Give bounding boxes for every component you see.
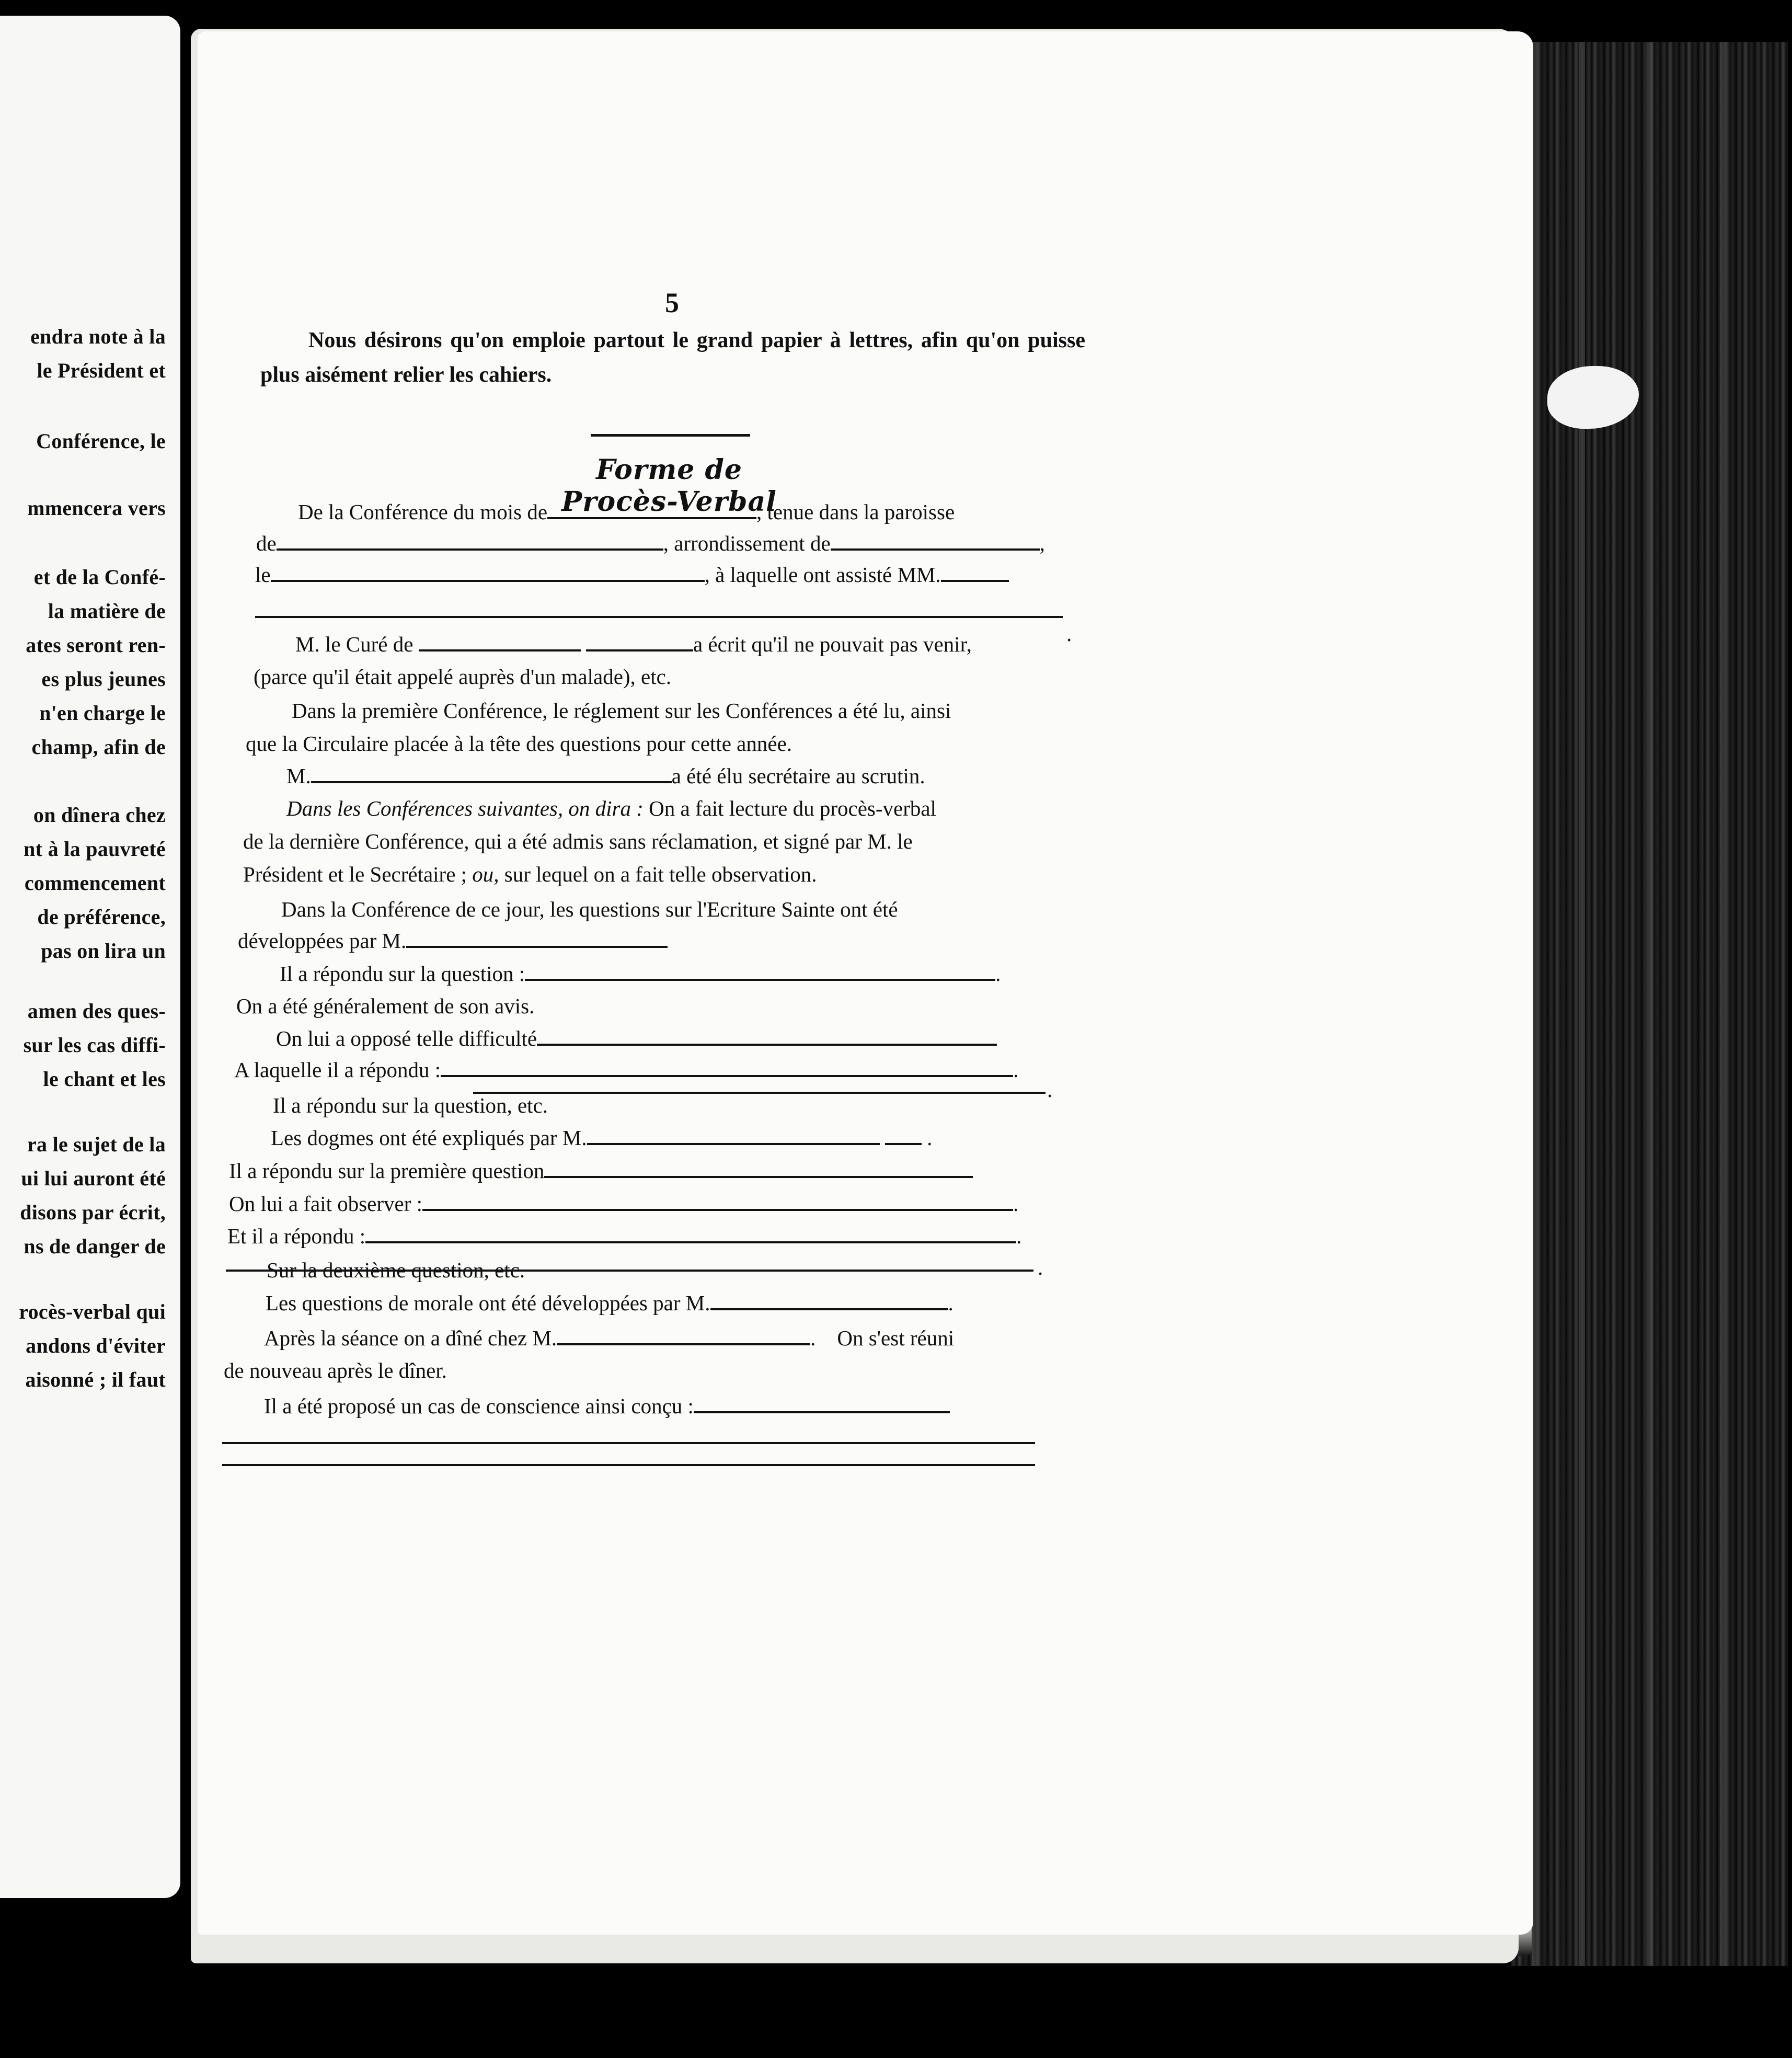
left-line: es plus jeunes [41, 667, 166, 691]
intro-paragraph: Nous désirons qu'on emploie partout le grand papier à lettres, afin qu'on puisse plus aisément relier les cahiers. [260, 328, 1085, 387]
left-line: andons d'éviter [26, 1334, 166, 1357]
left-line: aisonné ; il faut [25, 1368, 166, 1391]
form-line: M. le Curé de a écrit qu'il ne pouvait pas venir, [295, 632, 972, 656]
form-line: . [1066, 622, 1072, 646]
form-line: Et il a répondu : . [227, 1224, 1022, 1248]
left-line: rocès-verbal qui [19, 1300, 166, 1323]
form-line: Dans la Conférence de ce jour, les questions sur l'Ecriture Sainte ont été [281, 897, 898, 921]
left-line: amen des ques- [27, 999, 166, 1023]
left-line: ates seront ren- [26, 633, 166, 657]
left-line: pas on lira un [41, 939, 166, 963]
left-line: disons par écrit, [20, 1200, 166, 1224]
form-line: A laquelle il a répondu : . [234, 1058, 1019, 1082]
form-line: développées par M. [238, 928, 668, 953]
left-line: Conférence, le [36, 429, 166, 453]
form-line: de , arrondissement de , [256, 531, 1045, 555]
left-line: le chant et les [43, 1067, 166, 1091]
section-rule [591, 434, 750, 437]
book-fore-edge [1511, 42, 1788, 1966]
left-line: endra note à la [30, 325, 166, 348]
form-line: Sur la deuxième question, etc. [267, 1258, 525, 1282]
previous-page-fragment [0, 16, 180, 1898]
form-line: Après la séance on a dîné chez M. . On s'est réuni [264, 1326, 955, 1350]
left-line: ra le sujet de la [27, 1133, 166, 1156]
form-line: Il a répondu sur la question : . [280, 962, 1001, 986]
left-line: mmencera vers [27, 496, 166, 520]
form-line: On lui a fait observer : . [229, 1192, 1019, 1216]
form-line: Dans la première Conférence, le réglement sur les Conférences a été lu, ainsi [292, 699, 951, 723]
form-line: M. a été élu secrétaire au scrutin. [286, 764, 925, 788]
form-line: Les dogmes ont été expliqués par M. . [271, 1126, 933, 1150]
answer-rule [473, 1092, 1046, 1094]
left-line: n'en charge le [39, 701, 166, 725]
left-line: nt à la pauvreté [24, 837, 166, 861]
left-line: ns de danger de [24, 1234, 166, 1258]
form-line: De la Conférence du mois de , tenue dans la paroisse [298, 500, 955, 524]
form-line: . [1038, 1255, 1043, 1279]
left-line: on dînera chez [33, 803, 166, 827]
left-line: de préférence, [37, 905, 166, 929]
left-line: commencement [24, 871, 166, 895]
form-line: On lui a opposé telle difficulté [276, 1026, 997, 1051]
case-rule [222, 1464, 1035, 1466]
form-line: de nouveau après le dîner. [224, 1358, 447, 1382]
attendees-rule [255, 616, 1063, 618]
form-line: Il a répondu sur la question, etc. [273, 1093, 548, 1117]
form-line: Les questions de morale ont été développées par M. . [266, 1291, 954, 1315]
form-line: Président et le Secrétaire ; ou, sur lequel on a fait telle observation. [243, 862, 817, 886]
form-line: le , à laquelle ont assisté MM. [255, 562, 1009, 587]
form-line: Dans les Conférences suivantes, on dira : On a fait lecture du procès-verbal [286, 796, 936, 820]
case-rule [222, 1442, 1035, 1444]
form-line: Il a répondu sur la première question [229, 1158, 973, 1183]
form-line: (parce qu'il était appelé auprès d'un malade), etc. [254, 665, 672, 689]
form-line: de la dernière Conférence, qui a été admis sans réclamation, et signé par M. le [243, 829, 913, 853]
left-line: et de la Confé- [33, 565, 166, 589]
form-line: . [1047, 1078, 1053, 1102]
form-line: On a été généralement de son avis. [236, 994, 535, 1018]
left-line: champ, afin de [31, 735, 166, 759]
left-line: le Président et [37, 359, 166, 382]
page-number: 5 [665, 287, 679, 318]
left-line: la matière de [48, 599, 166, 623]
form-line: que la Circulaire placée à la tête des questions pour cette année. [246, 731, 792, 756]
left-line: ui lui auront été [21, 1167, 166, 1190]
form-line: Il a été proposé un cas de conscience ainsi conçu : [264, 1393, 950, 1419]
left-line: sur les cas diffi- [23, 1033, 166, 1057]
form-heading: Forme de Procès-Verbal [561, 454, 777, 518]
